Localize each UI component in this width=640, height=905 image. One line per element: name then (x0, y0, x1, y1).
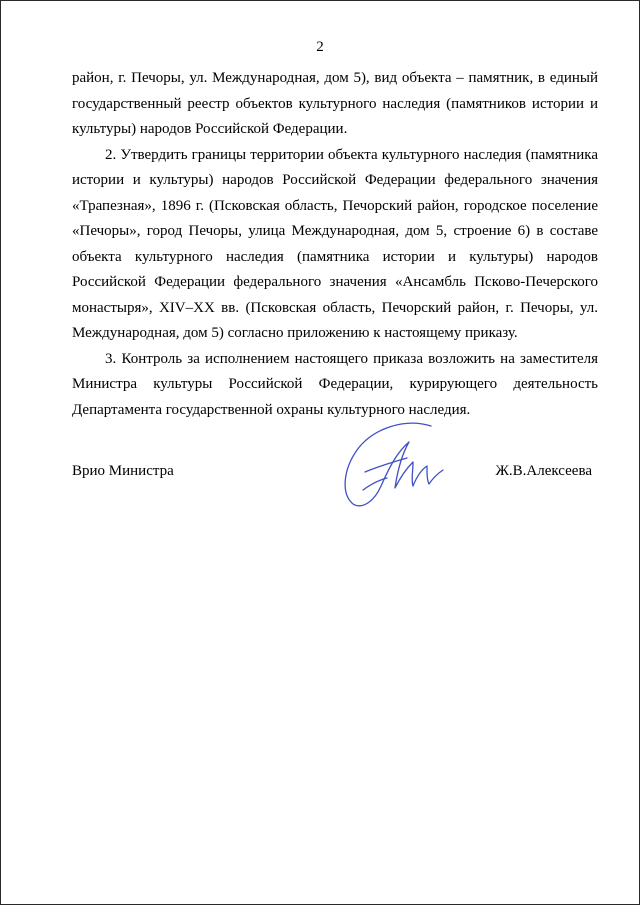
document-body (72, 66, 598, 423)
signer-position: Врио Министра (72, 463, 174, 479)
handwritten-signature (335, 416, 453, 508)
signer-name: Ж.В.Алексеева (495, 463, 592, 479)
paragraph-1-continuation: район, г. Печоры, ул. Международная, дом 5), вид объекта – памятник, в единый государственный реестр объектов культурного наследия (памятников истории и культуры) народов Российской Федерации. (72, 70, 598, 137)
paragraph-2: 2. Утвердить границы территории объекта культурного наследия (памятника истории и культуры) народов Российской Федерации федерального значения «Трапезная», 1896 г. (Псковская область, Печорский район, городское поселение «Печоры», город Печоры, улица Международная, дом 5, строение 6) в составе объекта культурного наследия (памятника истории и культуры) народов Российской Федерации федерального значения «Ансамбль Псково-Печерского монастыря», XIV–XX вв. (Псковская область, Печорский район, г. Печоры, ул. Международная, дом 5) согласно приложению к настоящему приказу. (72, 146, 598, 341)
page-number: 2 (316, 39, 324, 55)
paragraph-3: 3. Контроль за исполнением настоящего приказа возложить на заместителя Министра культуры Российской Федерации, курирующего деятельность Департамента государственной охраны культурного наследия. (72, 350, 598, 418)
